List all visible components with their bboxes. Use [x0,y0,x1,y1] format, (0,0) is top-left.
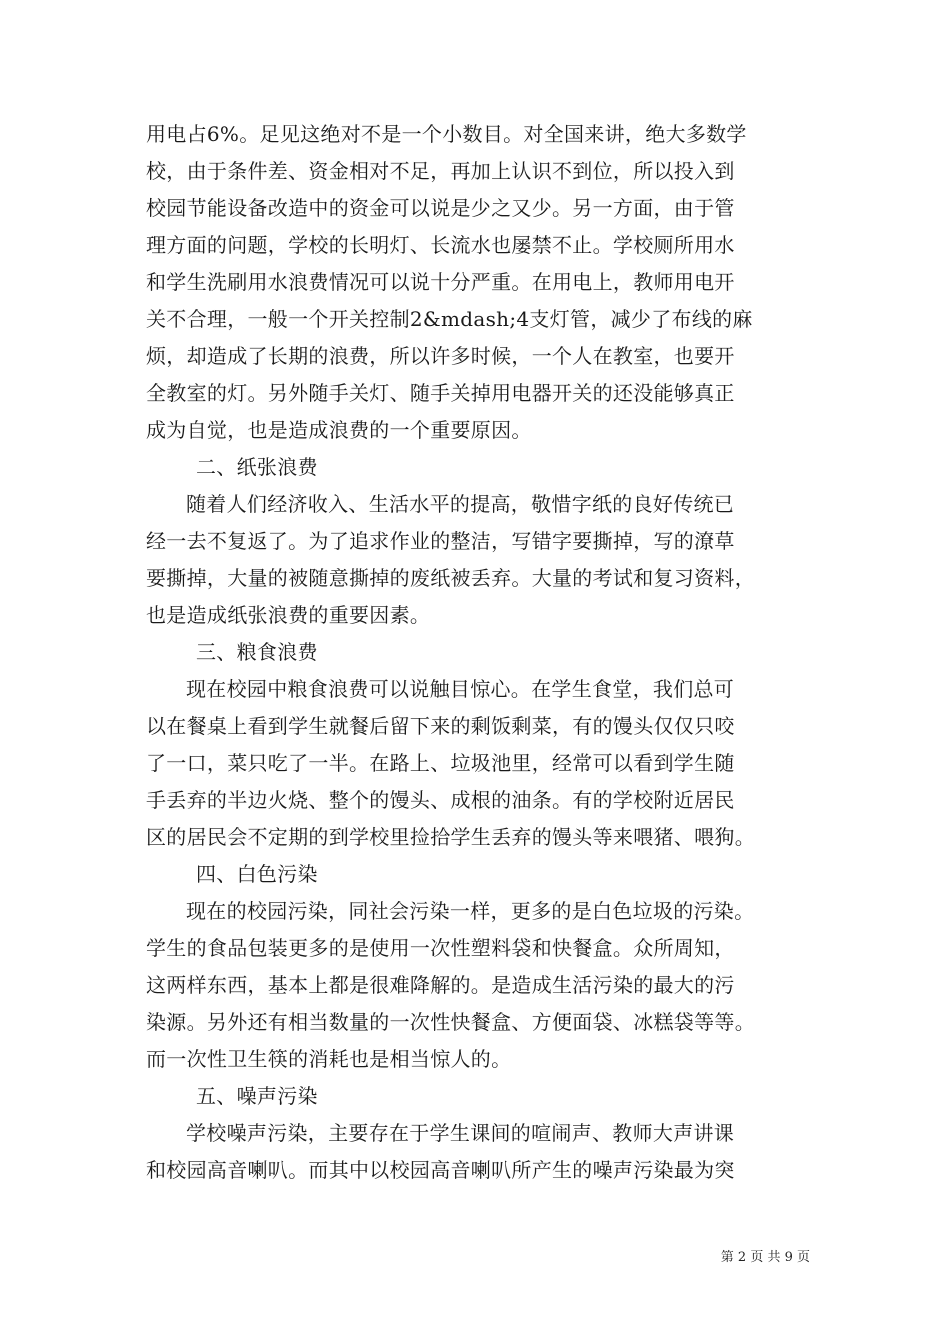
text-line: 以在餐桌上看到学生就餐后留下来的剩饭剩菜，有的馒头仅仅只咬 [146,714,735,738]
text-line: 成为自觉，也是造成浪费的一个重要原因。 [146,418,532,442]
page-number: 第 2 页 共 9 页 [720,1250,810,1265]
text-line: 学校噪声污染，主要存在于学生课间的喧闹声、教师大声讲课 [186,1121,735,1145]
text-line: 随着人们经济收入、生活水平的提高，敬惜字纸的良好传统已 [186,492,735,516]
section-heading: 五、噪声污染 [196,1084,318,1108]
text-line: 和校园高音喇叭。而其中以校园高音喇叭所产生的噪声污染最为突 [146,1158,735,1182]
document-body [146,116,810,1189]
text-line: 校园节能设备改造中的资金可以说是少之又少。另一方面，由于管 [146,196,735,220]
text-line: 要撕掉，大量的被随意撕掉的废纸被丢弃。大量的考试和复习资料， [146,566,755,590]
text-line: 也是造成纸张浪费的重要因素。 [146,603,431,627]
text-line: 全教室的灯。另外随手关灯、随手关掉用电器开关的还没能够真正 [146,381,735,405]
text-line: 理方面的问题，学校的长明灯、长流水也屡禁不止。学校厕所用水 [146,233,735,257]
text-line: 关不合理，一般一个开关控制2&mdash;4支灯管，减少了布线的麻 [146,307,753,331]
text-line: 了一口，菜只吃了一半。在路上、垃圾池里，经常可以看到学生随 [146,751,735,775]
text-line: 区的居民会不定期的到学校里捡拾学生丢弃的馒头等来喂猪、喂狗。 [146,825,755,849]
text-line: 烦，却造成了长期的浪费，所以许多时候，一个人在教室，也要开 [146,344,735,368]
text-line: 学生的食品包装更多的是使用一次性塑料袋和快餐盒。众所周知， [146,936,735,960]
text-line: 校，由于条件差、资金相对不足，再加上认识不到位，所以投入到 [146,159,735,183]
section-heading: 三、粮食浪费 [196,640,318,664]
text-line: 染源。另外还有相当数量的一次性快餐盒、方便面袋、冰糕袋等等。 [146,1010,755,1034]
text-line: 和学生洗刷用水浪费情况可以说十分严重。在用电上，教师用电开 [146,270,735,294]
text-line: 现在的校园污染，同社会污染一样，更多的是白色垃圾的污染。 [186,899,755,923]
text-line: 现在校园中粮食浪费可以说触目惊心。在学生食堂，我们总可 [186,677,735,701]
section-heading: 二、纸张浪费 [196,455,318,479]
text-line: 用电占6%。足见这绝对不是一个小数目。对全国来讲，绝大多数学 [146,122,747,146]
text-line: 经一去不复返了。为了追求作业的整洁，写错字要撕掉，写的潦草 [146,529,735,553]
text-line: 而一次性卫生筷的消耗也是相当惊人的。 [146,1047,512,1071]
text-line: 这两样东西，基本上都是很难降解的。是造成生活污染的最大的污 [146,973,735,997]
text-line: 手丢弃的半边火烧、整个的馒头、成根的油条。有的学校附近居民 [146,788,735,812]
section-heading: 四、白色污染 [196,862,318,886]
